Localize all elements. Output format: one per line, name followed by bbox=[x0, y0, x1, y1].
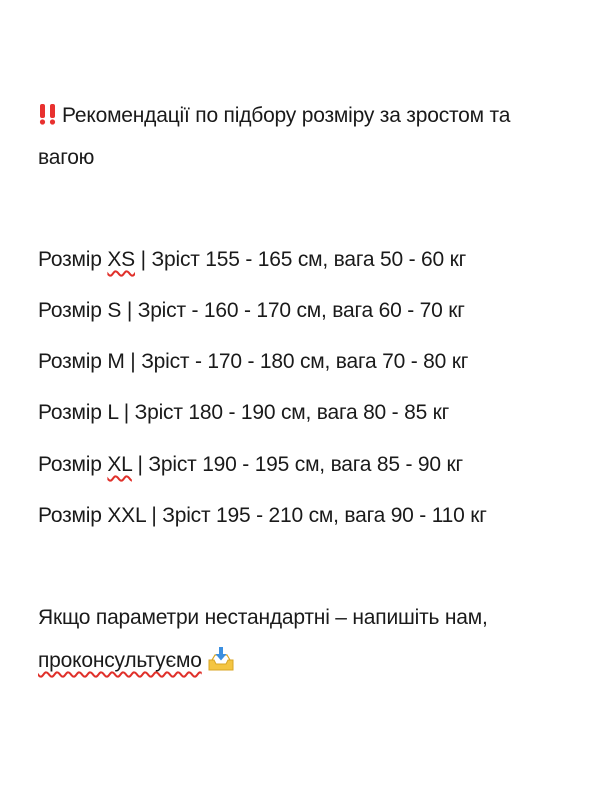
heading-text-2: вагою bbox=[38, 146, 95, 169]
size-details: | Зріст 155 - 165 см, вага 50 - 60 кг bbox=[135, 248, 467, 271]
size-row-l bbox=[38, 400, 449, 426]
size-code: XXL bbox=[107, 504, 146, 527]
size-details: | Зріст - 170 - 180 см, вага 70 - 80 кг bbox=[124, 350, 469, 373]
double-exclamation-icon bbox=[38, 103, 58, 125]
size-row-xxl bbox=[38, 503, 487, 529]
size-prefix: Розмір bbox=[38, 504, 108, 527]
heading-line-1 bbox=[38, 103, 510, 129]
size-code: S bbox=[107, 299, 122, 322]
size-row-s bbox=[38, 298, 465, 324]
footer-line-1 bbox=[38, 605, 488, 631]
size-details: | Зріст 190 - 195 см, вага 85 - 90 кг bbox=[131, 453, 463, 476]
footer-text-1: Якщо параметри нестандартні – напишіть нам, bbox=[38, 606, 488, 629]
size-details: | Зріст 195 - 210 см, вага 90 - 110 кг bbox=[145, 504, 487, 527]
size-row-xl bbox=[38, 452, 463, 478]
footer-line-2 bbox=[38, 647, 234, 674]
heading-line-2 bbox=[38, 145, 94, 171]
size-prefix: Розмір bbox=[38, 299, 108, 322]
size-prefix: Розмір bbox=[38, 248, 108, 271]
size-details: | Зріст - 160 - 170 см, вага 60 - 70 кг bbox=[121, 299, 465, 322]
size-prefix: Розмір bbox=[38, 401, 108, 424]
size-code: L bbox=[107, 401, 119, 424]
size-prefix: Розмір bbox=[38, 453, 108, 476]
size-row-m bbox=[38, 349, 468, 375]
size-code: M bbox=[107, 350, 125, 373]
inbox-tray-icon bbox=[208, 647, 234, 671]
size-code: XS bbox=[107, 248, 135, 271]
size-row-xs bbox=[38, 247, 466, 273]
heading-text-1: Рекомендації по підбору розміру за зростом та bbox=[62, 104, 511, 127]
size-prefix: Розмір bbox=[38, 350, 108, 373]
size-code: XL bbox=[107, 453, 132, 476]
footer-text-2: проконсультуємо bbox=[38, 649, 202, 672]
size-details: | Зріст 180 - 190 см, вага 80 - 85 кг bbox=[118, 401, 450, 424]
